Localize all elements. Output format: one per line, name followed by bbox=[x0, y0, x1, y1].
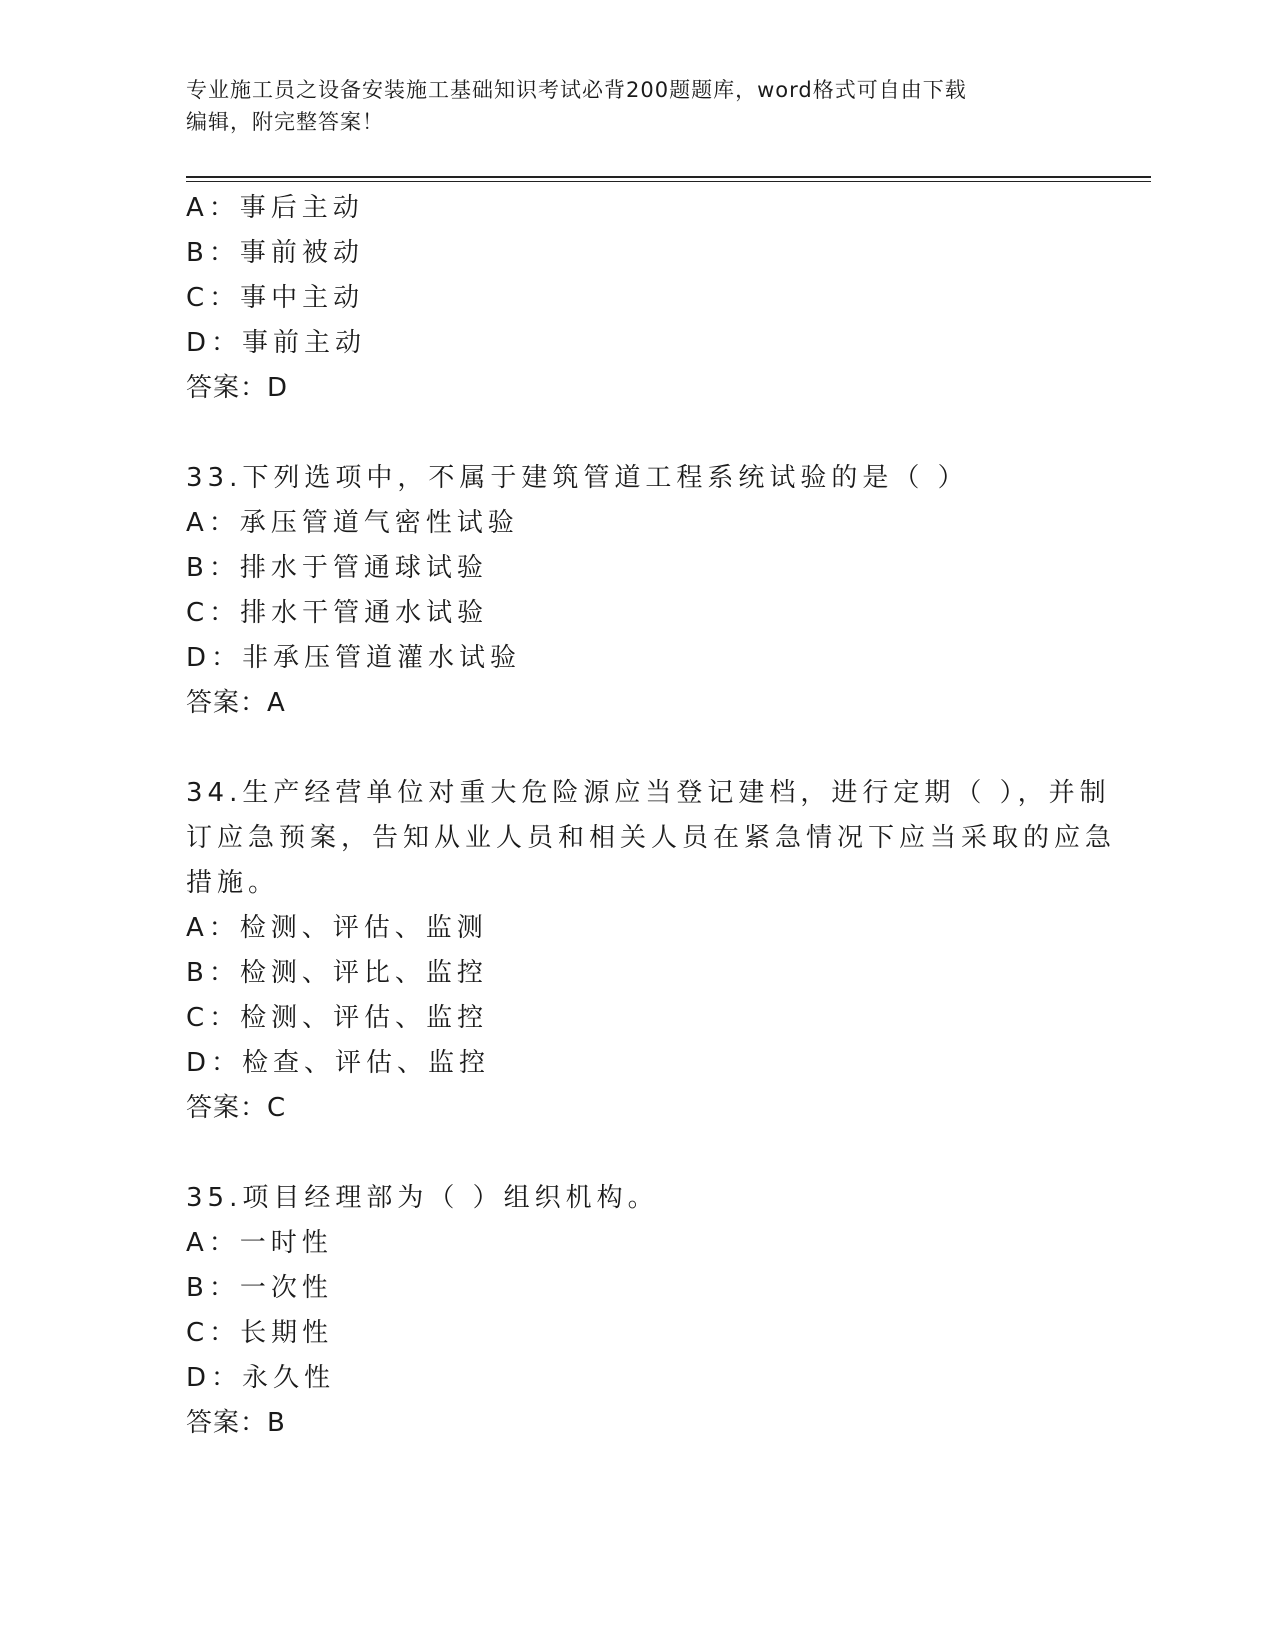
header-line-1: 专业施工员之设备安装施工基础知识考试必背200题题库，word格式可自由下载 bbox=[186, 78, 967, 102]
option-a: A：事后主动 bbox=[186, 193, 364, 223]
question-34-stem-line-2: 订应急预案，告知从业人员和相关人员在紧急情况下应当采取的应急 bbox=[186, 823, 1117, 853]
option-c: C：排水干管通水试验 bbox=[186, 598, 489, 628]
option-b: B：排水于管通球试验 bbox=[186, 553, 488, 583]
header-divider bbox=[186, 176, 1151, 182]
option-c: C：长期性 bbox=[186, 1318, 334, 1348]
question-35-stem: 35.项目经理部为（ ）组织机构。 bbox=[186, 1183, 659, 1213]
option-c: C：事中主动 bbox=[186, 283, 365, 313]
option-d: D：永久性 bbox=[186, 1363, 336, 1393]
option-d: D：检查、评估、监控 bbox=[186, 1048, 491, 1078]
question-34-stem-line-3: 措施。 bbox=[186, 868, 280, 898]
answer-line: 答案：C bbox=[186, 1093, 287, 1123]
document-header bbox=[186, 74, 1076, 138]
option-b: B：检测、评比、监控 bbox=[186, 958, 488, 988]
answer-line: 答案：A bbox=[186, 688, 286, 718]
option-b: B：事前被动 bbox=[186, 238, 364, 268]
header-line-2: 编辑，附完整答案！ bbox=[186, 110, 384, 134]
option-d: D：非承压管道灌水试验 bbox=[186, 643, 522, 673]
option-a: A：承压管道气密性试验 bbox=[186, 508, 519, 538]
option-b: B：一次性 bbox=[186, 1273, 333, 1303]
option-c: C：检测、评估、监控 bbox=[186, 1003, 489, 1033]
question-34-stem-line-1: 34.生产经营单位对重大危险源应当登记建档，进行定期（ ），并制 bbox=[186, 778, 1111, 808]
option-a: A：一时性 bbox=[186, 1228, 333, 1258]
answer-line: 答案：D bbox=[186, 373, 289, 403]
option-d: D：事前主动 bbox=[186, 328, 367, 358]
question-33-stem: 33.下列选项中，不属于建筑管道工程系统试验的是（ ） bbox=[186, 463, 969, 493]
answer-line: 答案：B bbox=[186, 1408, 286, 1438]
option-a: A：检测、评估、监测 bbox=[186, 913, 488, 943]
